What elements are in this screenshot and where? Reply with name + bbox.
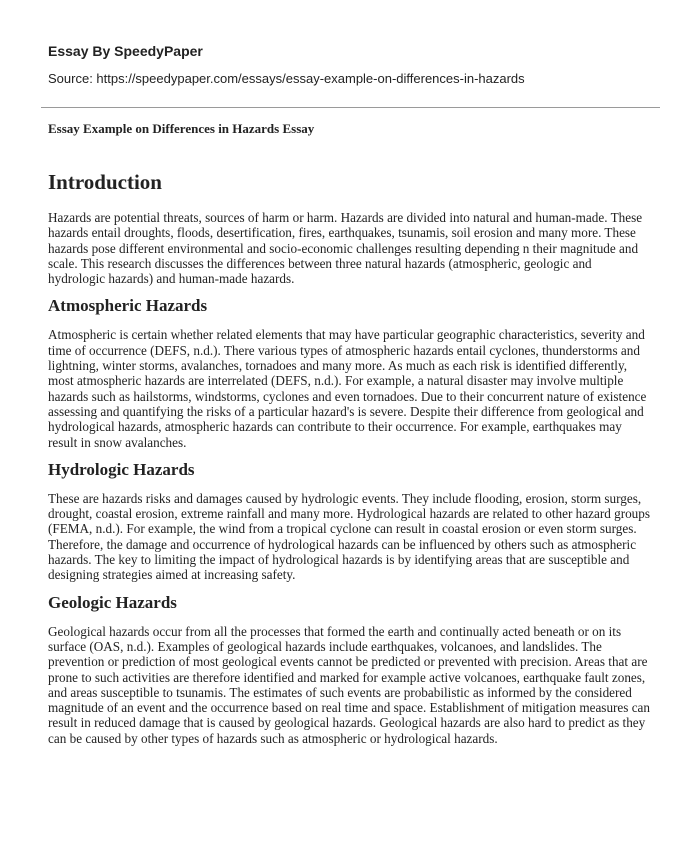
section-heading-geologic: Geologic Hazards (48, 592, 177, 612)
document-source-line: Source: https://speedypaper.com/essays/essay-example-on-differences-in-hazards (48, 71, 525, 86)
section-heading-hydrologic: Hydrologic Hazards (48, 459, 195, 479)
section-paragraph-geologic: Geological hazards occur from all the processes that formed the earth and continually acted beneath or on its surface (OAS, n.d.). Examples of geological hazards include earthquakes, volcanoes, and landslides. The prevention or prediction of most geological events cannot be predicted or prevented with precision. Areas that are prone to such activities are therefore identified and marked for example active volcanoes, earthquake fault zones, and areas susceptible to tsunamis. The estimates of such events are probabilistic as informed by the considered magnitude of an event and the occurrence based on real time and space. Establishment of mitigation measures can result in reduced damage that is caused by geological hazards. Geological hazards are also hard to predict as they can be caused by other types of hazards such as atmospheric or hydrological hazards. (48, 623, 651, 746)
document-brand: Essay By SpeedyPaper (48, 43, 203, 59)
section-heading-atmospheric: Atmospheric Hazards (48, 296, 208, 316)
header-divider (41, 107, 660, 108)
section-paragraph-hydrologic: These are hazards risks and damages caused by hydrologic events. They include flooding, erosion, storm surges, drought, coastal erosion, extreme rainfall and many more. Hydrological hazards are related to other hazard groups (FEMA, n.d.). For example, the wind from a tropical cyclone can result in coastal erosion or even storm surges. Therefore, the damage and occurrence of hydrological hazards can be influenced by others such as atmospheric hazards. The key to limiting the impact of hydrological hazards is by identifying areas that are susceptible and designing strategies aimed at increasing safety. (48, 490, 650, 583)
section-heading-introduction: Introduction (48, 170, 162, 194)
section-paragraph-introduction: Hazards are potential threats, sources of harm or harm. Hazards are divided into natural and human-made. These hazards entail droughts, floods, desertification, fires, earthquakes, tsunamis, soil erosion and many more. These hazards pose different environmental and socio-economic challenges resulting depending n their magnitude and scale. This research discusses the differences between three natural hazards (atmospheric, geologic and hydrologic hazards) and human-made hazards. (48, 210, 643, 287)
essay-body (48, 168, 652, 746)
section-paragraph-atmospheric: Atmospheric is certain whether related elements that may have particular geographic characteristics, severity and time of occurrence (DEFS, n.d.). There various types of atmospheric hazards entail cyclones, thunderstorms and lightning, winter storms, avalanches, tornadoes and many more. As much as each risk is identified differently, most atmospheric hazards are interrelated (DEFS, n.d.). For example, a natural disaster may involve multiple hazards such as hailstorms, windstorms, cyclones and even tornadoes. Due to their concurrent nature of existence assessing and quantifying the risks of a particular hazard's is severe. Despite their difference from geological and hydrological hazards, atmospheric hazards can contribute to their occurrence. For example, earthquakes may result in snow avalanches. (48, 327, 647, 450)
essay-title: Essay Example on Differences in Hazards Essay (48, 121, 315, 136)
